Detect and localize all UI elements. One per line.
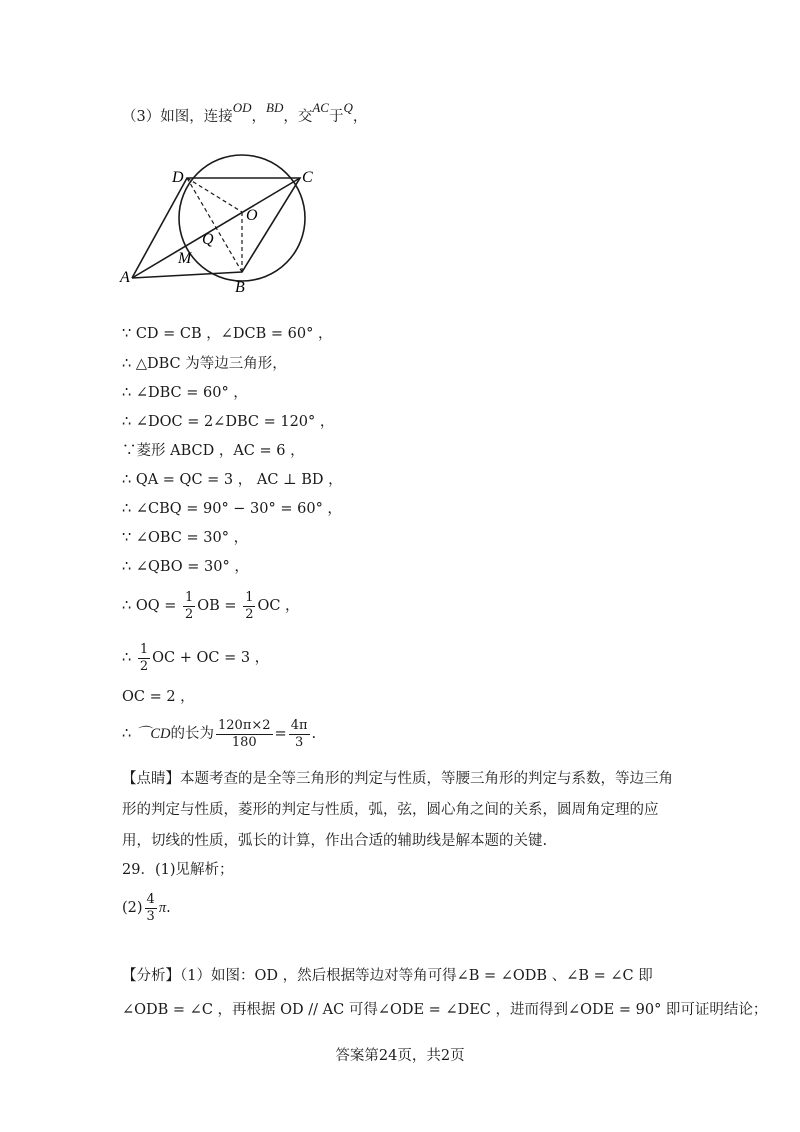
fraction-four-thirds <box>145 892 157 925</box>
arc-pre: ∴ <box>122 726 136 742</box>
od-label: OD <box>232 100 252 115</box>
label-o: O <box>246 207 258 224</box>
label-d: D <box>172 169 184 186</box>
label-b: B <box>235 279 245 296</box>
label-m: M <box>178 250 192 267</box>
equation-oq <box>122 588 300 624</box>
label-c: C <box>302 169 313 186</box>
bd-label: BD <box>266 100 284 115</box>
denominator: 2 <box>184 606 194 622</box>
numerator: 1 <box>139 641 149 657</box>
comma: ， <box>352 109 368 125</box>
step-3: ∴ ∠DBC = 60° ， <box>122 385 248 401</box>
period: . <box>311 726 317 742</box>
step-6: ∴ QA = QC = 3 ， AC ⊥ BD ， <box>122 472 343 488</box>
denominator: 3 <box>294 734 304 750</box>
page-footer: 答案第24页，共2页 <box>335 1048 465 1064</box>
intro-line <box>122 100 368 127</box>
diagonal-bd <box>187 178 242 272</box>
q-label: Q <box>343 100 353 115</box>
step-2: ∴ △DBC 为等边三角形， <box>122 356 287 372</box>
arc-cd: ⌒CD <box>135 726 171 742</box>
step-7: ∴ ∠CBQ = 90° − 30° = 60° ， <box>122 501 342 517</box>
fraction-half <box>183 590 195 623</box>
eq-oq-pre: ∴ OQ = <box>122 598 181 614</box>
numerator: 4π <box>290 717 308 733</box>
denominator: 2 <box>245 606 254 622</box>
equals: = <box>274 726 287 742</box>
analysis-line-2: ∠ODB = ∠C ，再根据 OD // AC 可得∠ODE = ∠DEC ，进而得到∠ODE = 90° 即可证明结论； <box>122 1002 768 1018</box>
equation-sum <box>122 640 269 676</box>
step-8: ∵ ∠OBC = 30° ， <box>122 530 249 546</box>
comma: ， <box>251 109 267 125</box>
jiao-text: ，交 <box>283 109 313 125</box>
part2-prefix: (2) <box>122 900 143 916</box>
fraction-result <box>289 718 310 751</box>
eq-sum-pre: ∴ <box>122 650 136 666</box>
numerator: 1 <box>245 589 254 605</box>
numerator: 120π×2 <box>218 717 271 733</box>
ac-label: AC <box>312 100 329 115</box>
period: . <box>166 900 171 916</box>
equation-arc <box>122 716 316 752</box>
equation-oc: OC = 2 ， <box>122 689 195 705</box>
label-a: A <box>120 269 130 286</box>
fraction-half <box>243 590 255 623</box>
analysis-line-1: 【分析】（1）如图：OD ，然后根据等边对等角可得∠B = ∠ODB 、∠B = ∠C 即 <box>122 968 653 984</box>
comment-paragraph: 【点睛】本题考查的是全等三角形的判定与性质，等腰三角形的判定与系数，等边三角形的判定与性质，菱形的判定与性质，弧，弦，圆心角之间的关系，圆周角定理的应用，切线的性质，弧长的计算，作出合适的辅助线是解本题的关键. <box>122 771 673 849</box>
arc-mid: 的长为 <box>170 726 214 742</box>
intro-prefix: （3）如图，连接 <box>122 109 233 125</box>
fraction-half <box>138 642 150 675</box>
denominator: 180 <box>231 734 257 750</box>
step-4: ∴ ∠DOC = 2∠DBC = 120° ， <box>122 414 335 430</box>
denominator: 3 <box>146 908 155 924</box>
step-5: ∵菱形 ABCD ，AC = 6 ， <box>122 443 305 459</box>
numerator: 4 <box>146 891 155 907</box>
q29-title: 29．(1)见解析； <box>122 862 234 878</box>
pi-symbol: π <box>158 900 167 916</box>
eq-sum-post: OC + OC = 3 ， <box>152 650 270 666</box>
yu-text: 于 <box>328 109 344 125</box>
fraction-arc <box>216 718 273 751</box>
eq-oq-post: OC ， <box>257 598 300 614</box>
numerator: 1 <box>184 589 194 605</box>
step-9: ∴ ∠QBO = 30° ， <box>122 559 249 575</box>
segment-od <box>187 178 242 212</box>
label-q: Q <box>202 231 214 248</box>
denominator: 2 <box>139 658 149 674</box>
geometry-figure <box>112 140 322 300</box>
q29-part2 <box>122 890 171 926</box>
step-1: ∵ CD = CB ，∠DCB = 60° ， <box>122 326 333 342</box>
eq-oq-mid: OB = <box>197 598 242 614</box>
